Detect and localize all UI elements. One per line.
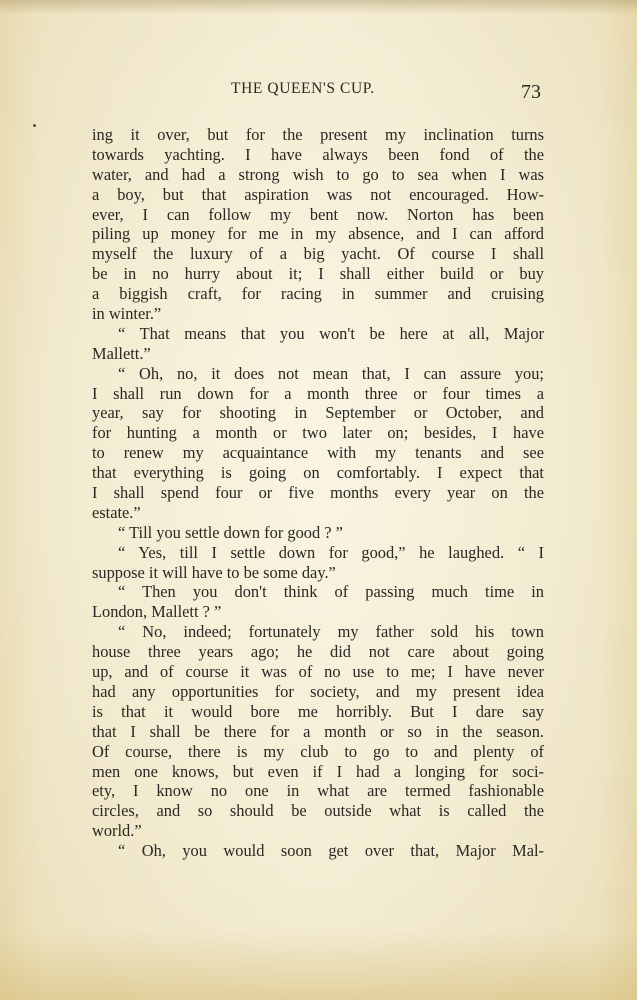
text-line: ever, I can follow my bent now. Norton has been	[92, 204, 544, 224]
text-line: men one knows, but even if I had a longing for soci-	[92, 761, 544, 781]
text-line: “ Till you settle down for good ? ”	[118, 522, 343, 542]
text-line: “ Oh, no, it does not mean that, I can assure you;	[118, 363, 544, 383]
text-line: is that it would bore me horribly. But I dare say	[92, 701, 544, 721]
text-line: Of course, there is my club to go to and plenty of	[92, 741, 544, 761]
text-line: myself the luxury of a big yacht. Of course I shall	[92, 244, 544, 264]
text-line: I shall run down for a month three or four times a	[92, 383, 544, 403]
body-text	[92, 125, 544, 861]
page-number: 73	[521, 81, 541, 103]
text-line: that I shall be there for a month or so in the season.	[92, 721, 544, 741]
text-line: to renew my acquaintance with my tenants and see	[92, 443, 544, 463]
text-line: house three years ago; he did not care about going	[92, 642, 544, 662]
text-line: I shall spend four or five months every year on the	[92, 483, 544, 503]
text-line: be in no hurry about it; I shall either build or buy	[92, 264, 544, 284]
text-line: London, Mallett ? ”	[92, 602, 222, 622]
text-line: year, say for shooting in September or October, and	[92, 403, 544, 423]
text-line: “ Yes, till I settle down for good,” he laughed. “ I	[118, 542, 544, 562]
text-line: a boy, but that aspiration was not encouraged. How-	[92, 184, 544, 204]
ink-speck	[33, 124, 36, 127]
text-line: estate.”	[92, 502, 141, 522]
text-line: piling up money for me in my absence, and I can afford	[92, 224, 544, 244]
text-line: circles, and so should be outside what is called the	[92, 801, 544, 821]
text-line: towards yachting. I have always been fond of the	[92, 144, 544, 164]
text-line: up, and of course it was of no use to me; I have never	[92, 662, 544, 682]
bottom-edge-stain	[0, 930, 637, 1000]
text-line: suppose it will have to be some day.”	[92, 562, 336, 582]
text-line: “ Oh, you would soon get over that, Major Mal-	[118, 841, 544, 861]
top-edge-shadow	[0, 0, 637, 14]
text-line: “ That means that you won't be here at all, Major	[118, 323, 544, 343]
running-head: THE QUEEN'S CUP.	[231, 80, 375, 97]
text-line: Mallett.”	[92, 343, 151, 363]
text-line: had any opportunities for society, and my present idea	[92, 681, 544, 701]
text-line: ety, I know no one in what are termed fashionable	[92, 781, 544, 801]
text-line: a biggish craft, for racing in summer and cruising	[92, 284, 544, 304]
page-header	[0, 80, 637, 106]
text-line: world.”	[92, 821, 142, 841]
text-line: “ Then you don't think of passing much time in	[118, 582, 544, 602]
text-line: water, and had a strong wish to go to sea when I was	[92, 164, 544, 184]
text-line: for hunting a month or two later on; besides, I have	[92, 423, 544, 443]
text-line: that everything is going on comfortably. I expect that	[92, 463, 544, 483]
text-line: “ No, indeed; fortunately my father sold his town	[118, 622, 544, 642]
text-line: ing it over, but for the present my inclination turns	[92, 125, 544, 144]
text-line: in winter.”	[92, 304, 162, 324]
